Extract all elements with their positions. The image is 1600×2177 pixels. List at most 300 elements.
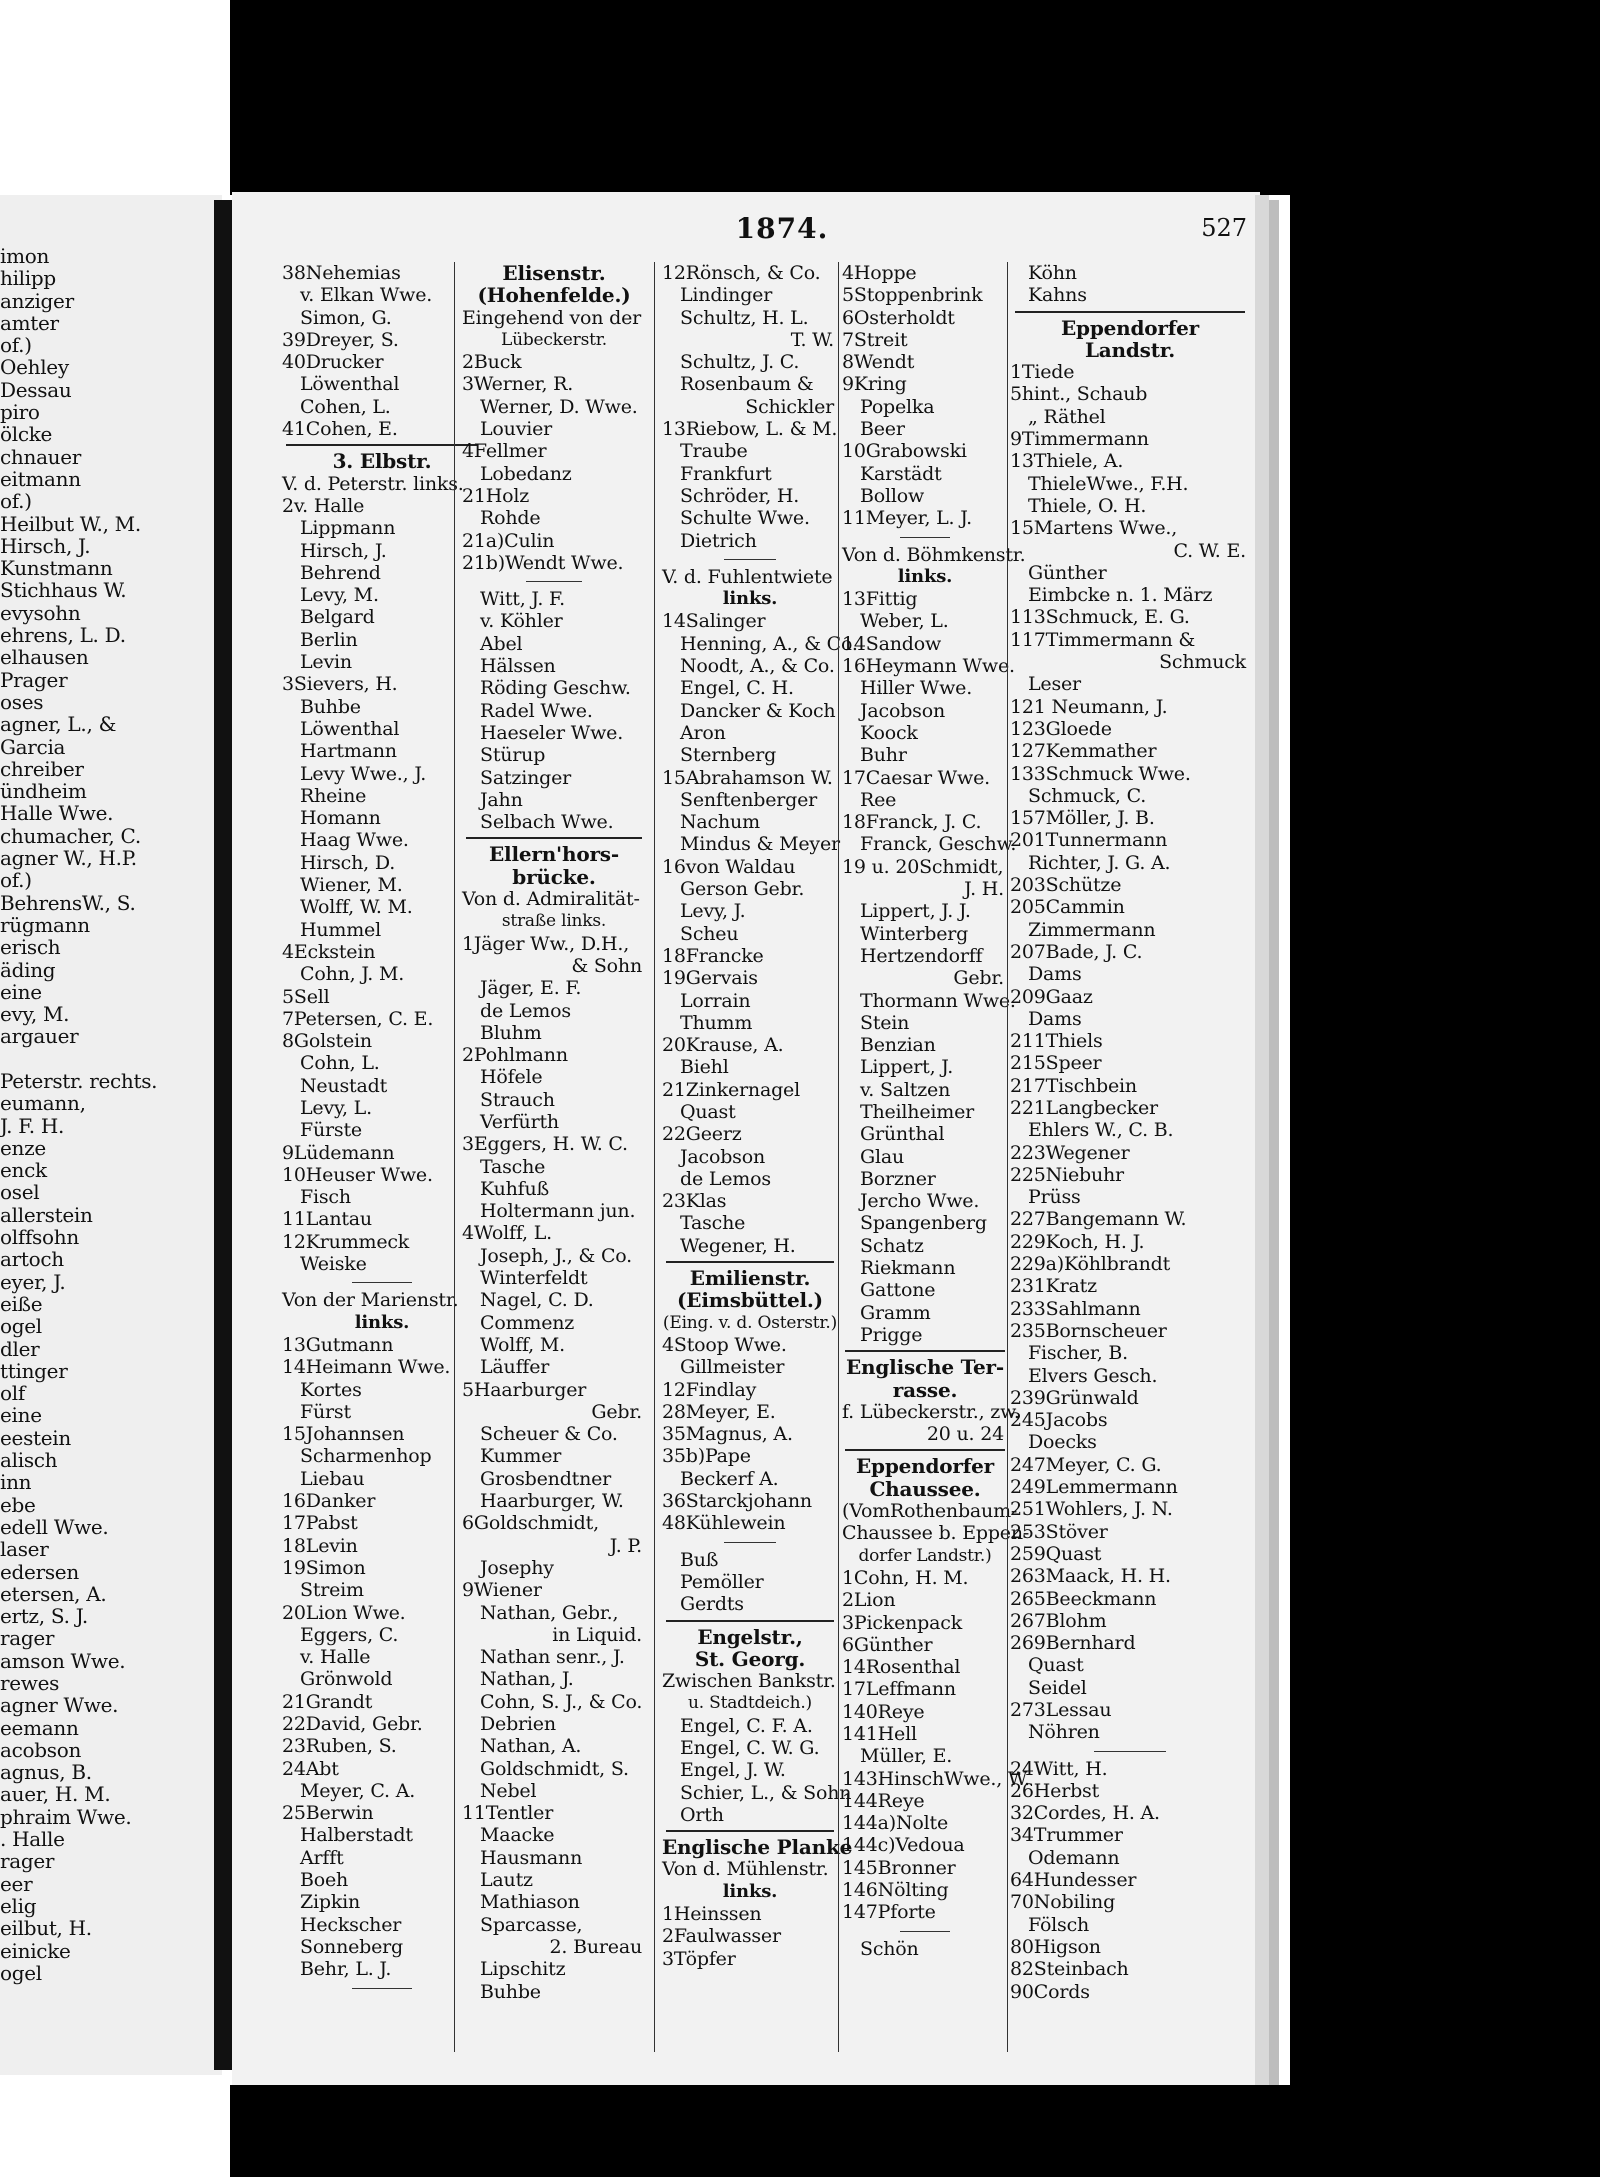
directory-entry: 231Kratz — [1010, 1275, 1097, 1298]
directory-entry: 13Thiele, A. — [1010, 450, 1124, 473]
directory-entry: Jacobson — [680, 1145, 766, 1168]
directory-entry: 247Meyer, C. G. — [1010, 1453, 1162, 1476]
street-heading: links. — [722, 588, 778, 610]
directory-entry: Bluhm — [480, 1021, 542, 1044]
directory-entry: 133Schmuck Wwe. — [1010, 762, 1191, 785]
directory-entry: 18Franck, J. C. — [842, 811, 982, 834]
directory-entry: Benzian — [860, 1034, 936, 1057]
directory-entry: 117Timmermann & — [1010, 628, 1196, 651]
directory-entry: 34Trummer — [1010, 1824, 1123, 1847]
directory-entry: 4Stoop Wwe. — [662, 1333, 787, 1356]
left-page-line: dler — [0, 1336, 40, 1361]
left-page-line: ertz, S. J. — [0, 1604, 88, 1629]
street-heading: links. — [897, 565, 953, 587]
directory-entry: 205Cammin — [1010, 896, 1125, 919]
column-divider — [838, 262, 839, 2052]
left-page-line: amter — [0, 310, 59, 335]
left-page-line: agner Wwe. — [0, 1693, 119, 1718]
directory-entry: 13Riebow, L. & M. — [662, 418, 838, 441]
section-divider — [662, 1616, 838, 1626]
directory-entry: Noodt, A., & Co. — [680, 655, 835, 678]
directory-entry: Zwischen Bankstr. — [662, 1670, 836, 1693]
directory-entry: Winterberg — [860, 922, 969, 945]
directory-entry: & Sohn — [571, 954, 642, 977]
directory-entry: Commenz — [480, 1311, 575, 1334]
directory-entry: Zipkin — [300, 1891, 361, 1914]
directory-entry: Tasche — [680, 1212, 746, 1235]
directory-entry: 201Tunnermann — [1010, 829, 1168, 852]
directory-entry: 9Kring — [842, 373, 907, 396]
left-page-line: agner, L., & — [0, 712, 117, 737]
left-page-line: rager — [0, 1849, 55, 1874]
directory-entry: Schultz, J. C. — [680, 351, 800, 374]
directory-entry: Prüss — [1028, 1186, 1081, 1209]
directory-entry: 17Pabst — [282, 1512, 358, 1535]
directory-entry: Wegener, H. — [680, 1234, 796, 1257]
directory-entry: 157Möller, J. B. — [1010, 807, 1155, 830]
left-page-line: erisch — [0, 935, 61, 960]
left-page-line: Kunstmann — [0, 556, 113, 581]
directory-entry: Dams — [1028, 963, 1082, 986]
page-number: 527 — [1201, 214, 1247, 242]
directory-entry: 5hint., Schaub — [1010, 383, 1148, 406]
directory-entry: 24Witt, H. — [1010, 1757, 1108, 1780]
directory-entry: Zimmermann — [1028, 918, 1156, 941]
directory-entry: Selbach Wwe. — [480, 811, 614, 834]
left-page-line: eilbut, H. — [0, 1916, 92, 1941]
directory-entry: Hartmann — [300, 740, 397, 763]
directory-entry: Josephy — [480, 1556, 554, 1579]
street-heading: Englische Ter- — [846, 1355, 1004, 1380]
directory-entry: Streim — [300, 1579, 364, 1602]
directory-entry: 3Sievers, H. — [282, 673, 398, 696]
directory-entry: 35b)Pape — [662, 1445, 751, 1468]
directory-entry: Fölsch — [1028, 1913, 1090, 1936]
directory-entry: Leser — [1028, 673, 1081, 696]
directory-entry: 146Nölting — [842, 1879, 949, 1902]
directory-entry: Wolff, W. M. — [300, 896, 413, 919]
directory-entry: u. Stadtdeich.) — [688, 1693, 812, 1714]
directory-entry: Jercho Wwe. — [860, 1190, 980, 1213]
left-page-line: rügmann — [0, 912, 90, 937]
left-page-line: eine — [0, 979, 42, 1004]
left-page-line: J. F. H. — [0, 1113, 65, 1138]
left-page-line: Garcia — [0, 734, 66, 759]
directory-entry: 4Fellmer — [462, 440, 547, 463]
left-page-line: Hirsch, J. — [0, 533, 91, 558]
left-page-line: Heilbut W., M. — [0, 511, 141, 536]
directory-entry: Liebau — [300, 1467, 365, 1490]
directory-entry: 4Eckstein — [282, 940, 376, 963]
directory-entry: Beer — [860, 418, 905, 441]
directory-entry: 3Eggers, H. W. C. — [462, 1133, 628, 1156]
directory-entry: 233Sahlmann — [1010, 1297, 1141, 1320]
directory-entry: Thumm — [680, 1011, 753, 1034]
directory-entry: Lindinger — [680, 284, 773, 307]
directory-entry: 2. Bureau — [549, 1935, 642, 1958]
directory-entry: 9Wiener — [462, 1579, 542, 1602]
directory-entry: Hälssen — [480, 655, 556, 678]
directory-entry: 28Meyer, E. — [662, 1400, 776, 1423]
directory-entry: Sonneberg — [300, 1935, 404, 1958]
directory-entry: 4Wolff, L. — [462, 1222, 552, 1245]
directory-entry: 267Blohm — [1010, 1609, 1107, 1632]
left-page-line: acobson — [0, 1737, 82, 1762]
directory-entry: 25Berwin — [282, 1802, 374, 1825]
directory-entry: 40Drucker — [282, 351, 384, 374]
directory-entry: T. W. — [790, 328, 834, 351]
directory-entry: 18Francke — [662, 944, 764, 967]
directory-entry: Scheu — [680, 922, 739, 945]
directory-entry: 15Abrahamson W. — [662, 766, 833, 789]
directory-entry: Grünthal — [860, 1123, 945, 1146]
left-page-line: edersen — [0, 1559, 79, 1584]
directory-entry: Schatz — [860, 1234, 924, 1257]
directory-entry: Heckscher — [300, 1913, 402, 1936]
directory-entry: Grönwold — [300, 1668, 393, 1691]
directory-entry: 19Simon — [282, 1556, 366, 1579]
column-divider — [454, 262, 455, 2052]
left-page-line: ogel — [0, 1960, 42, 1985]
directory-entry: 203Schütze — [1010, 874, 1122, 897]
directory-entry: 2Lion — [842, 1589, 896, 1612]
section-divider — [1010, 307, 1250, 317]
directory-entry: Gebr. — [953, 967, 1004, 990]
directory-entry: Elvers Gesch. — [1028, 1364, 1158, 1387]
section-divider — [662, 1257, 838, 1267]
directory-page — [232, 192, 1260, 2085]
directory-entry: Neustadt — [300, 1074, 388, 1097]
directory-entry: 14Sandow — [842, 632, 942, 655]
directory-entry: 6Osterholdt — [842, 306, 955, 329]
directory-entry: Nagel, C. D. — [480, 1289, 594, 1312]
street-heading: Landstr. — [1084, 337, 1176, 362]
directory-entry: Rosenbaum & — [680, 373, 814, 396]
directory-entry: Von der Marienstr. — [282, 1289, 459, 1312]
directory-entry: 23Ruben, S. — [282, 1735, 397, 1758]
left-page-line: ehrens, L. D. — [0, 623, 126, 648]
directory-entry: Tasche — [480, 1155, 546, 1178]
section-divider — [282, 1981, 482, 1995]
directory-entry: Gattone — [860, 1279, 936, 1302]
directory-entry: 7Streit — [842, 328, 908, 351]
column-2 — [462, 262, 646, 2003]
directory-entry: Lorrain — [680, 989, 751, 1012]
directory-entry: 11Meyer, L. J. — [842, 507, 973, 530]
directory-entry: (VomRothenbaum- — [842, 1500, 1018, 1523]
directory-entry: Satzinger — [480, 766, 571, 789]
directory-entry: 221Langbecker — [1010, 1096, 1158, 1119]
directory-entry: 16von Waldau — [662, 855, 796, 878]
street-heading: (Hohenfelde.) — [477, 283, 631, 308]
directory-entry: Lippert, J. — [860, 1056, 954, 1079]
directory-entry: Traube — [680, 440, 748, 463]
directory-entry: 5Sell — [282, 985, 330, 1008]
directory-entry: 1Tiede — [1010, 361, 1075, 384]
left-page-line: rager — [0, 1626, 55, 1651]
directory-entry: 273Lessau — [1010, 1699, 1112, 1721]
directory-entry: V. d. Peterstr. links. — [282, 472, 464, 495]
column-divider — [654, 262, 655, 2052]
left-page-line: elhausen — [0, 645, 89, 670]
street-heading: (Eimsbüttel.) — [677, 1288, 823, 1313]
directory-entry: Homann — [300, 807, 381, 830]
directory-entry: dorfer Landstr.) — [858, 1545, 992, 1566]
directory-entry: 90Cords — [1010, 1980, 1090, 2003]
section-divider — [282, 440, 482, 450]
directory-entry: Engel, C. H. — [680, 677, 794, 700]
directory-entry: de Lemos — [680, 1167, 771, 1190]
left-page-line: olf — [0, 1381, 25, 1406]
directory-entry: 259Quast — [1010, 1542, 1102, 1565]
left-page-line: oses — [0, 689, 44, 714]
directory-entry: Weiske — [300, 1253, 367, 1276]
directory-entry: Levy Wwe., J. — [300, 762, 427, 785]
section-divider — [282, 1275, 482, 1289]
left-page-line: eyer, J. — [0, 1269, 66, 1294]
left-page-line: etersen, A. — [0, 1581, 107, 1606]
directory-entry: Stürup — [480, 744, 546, 767]
left-page-line: evy, M. — [0, 1002, 70, 1027]
left-page-line: eestein — [0, 1425, 71, 1450]
directory-entry: Haarburger, W. — [480, 1490, 624, 1513]
directory-entry: Engel, C. F. A. — [680, 1714, 813, 1737]
directory-entry: 6Goldschmidt, — [462, 1512, 599, 1535]
directory-entry: Aron — [680, 721, 726, 744]
directory-entry: 144Reye — [842, 1789, 925, 1812]
directory-entry: Winterfeldt — [480, 1267, 588, 1290]
directory-entry: Strauch — [480, 1088, 555, 1111]
directory-entry: Schultz, H. L. — [680, 306, 809, 329]
directory-entry: Lautz — [480, 1869, 533, 1892]
left-page-line: Prager — [0, 667, 68, 692]
left-page-line: chreiber — [0, 756, 84, 781]
directory-entry: 82Steinbach — [1010, 1958, 1129, 1981]
directory-entry: 143HinschWwe., W. — [842, 1767, 1030, 1790]
directory-entry: 265Beeckmann — [1010, 1587, 1157, 1610]
left-page-line: Peterstr. rechts. — [0, 1068, 158, 1093]
directory-entry: Sternberg — [680, 744, 777, 767]
street-heading: Eppendorfer — [1060, 315, 1199, 340]
directory-entry: Schön — [860, 1937, 919, 1960]
left-page-line: phraim Wwe. — [0, 1804, 132, 1829]
directory-entry: Eimbcke n. 1. März — [1028, 584, 1213, 607]
directory-entry: Hummel — [300, 918, 381, 941]
left-page-line: of.) — [0, 333, 32, 358]
street-heading: Emilienstr. — [689, 1266, 811, 1291]
left-page-line: Oehley — [0, 355, 69, 380]
directory-entry: Sparcasse, — [480, 1913, 583, 1936]
directory-entry: Mindus & Meyer — [680, 833, 840, 856]
directory-entry: Riekmann — [860, 1257, 956, 1280]
left-page-line: elig — [0, 1893, 37, 1918]
directory-entry: 24Abt — [282, 1757, 339, 1780]
directory-entry: Rheine — [300, 784, 367, 807]
directory-entry: Lipschitz — [480, 1958, 566, 1981]
directory-entry: 215Speer — [1010, 1052, 1102, 1075]
left-page-line: eumann, — [0, 1091, 86, 1116]
directory-entry: 227Bangemann W. — [1010, 1208, 1187, 1231]
directory-entry: Franck, Geschw. — [860, 833, 1017, 856]
directory-entry: Verfürth — [480, 1110, 559, 1133]
directory-entry: 20Krause, A. — [662, 1034, 784, 1057]
directory-entry: Haag Wwe. — [300, 829, 409, 852]
directory-entry: Glau — [860, 1145, 905, 1168]
directory-entry: 12Findlay — [662, 1378, 757, 1401]
left-page-line: chumacher, C. — [0, 823, 141, 848]
directory-entry: Lobedanz — [480, 462, 572, 485]
left-page-line: evysohn — [0, 600, 81, 625]
directory-entry: Scheuer & Co. — [480, 1423, 618, 1446]
street-heading: Chaussee. — [869, 1476, 981, 1501]
directory-entry: Wiener, M. — [300, 874, 403, 897]
page-year-header: 1874. — [735, 212, 829, 245]
directory-entry: Jäger, E. F. — [480, 977, 582, 1000]
directory-entry: 145Bronner — [842, 1856, 956, 1879]
directory-entry: Fürst — [300, 1400, 351, 1423]
directory-entry: 18Levin — [282, 1534, 358, 1557]
directory-entry: 12Rönsch, & Co. — [662, 262, 821, 284]
directory-entry: Behrend — [300, 561, 381, 584]
directory-entry: 20 u. 24 — [926, 1423, 1004, 1446]
directory-entry: Beckerf A. — [680, 1467, 779, 1490]
directory-entry: Schier, L., & Sohn — [680, 1781, 852, 1804]
directory-entry: Ehlers W., C. B. — [1028, 1119, 1174, 1142]
directory-entry: 225Niebuhr — [1010, 1163, 1124, 1186]
left-page-line: eiße — [0, 1291, 43, 1316]
directory-entry: 1Jäger Ww., D.H., — [462, 932, 630, 955]
directory-entry: 140Reye — [842, 1700, 925, 1723]
directory-entry: Hausmann — [480, 1846, 583, 1869]
directory-entry: Senftenberger — [680, 788, 818, 811]
directory-entry: Chaussee b. Eppen- — [842, 1522, 1030, 1545]
directory-entry: 64Hundesser — [1010, 1869, 1137, 1892]
street-heading: Ellern'hors- — [489, 842, 619, 867]
directory-entry: Levin — [300, 651, 352, 674]
directory-entry: Günther — [1028, 561, 1107, 584]
directory-entry: Debrien — [480, 1713, 556, 1735]
directory-entry: „ Räthel — [1028, 405, 1106, 428]
street-heading: brücke. — [512, 864, 596, 889]
directory-entry: 3Töpfer — [662, 1947, 736, 1970]
directory-entry: Buß — [680, 1548, 719, 1571]
directory-entry: Löwenthal — [300, 373, 400, 396]
directory-entry: Borzner — [860, 1167, 936, 1190]
directory-entry: Schulte Wwe. — [680, 507, 810, 530]
directory-entry: Popelka — [860, 395, 935, 418]
directory-entry: 245Jacobs — [1010, 1409, 1108, 1432]
directory-entry: 147Pforte — [842, 1901, 936, 1924]
directory-entry: 263Maack, H. H. — [1010, 1565, 1171, 1588]
directory-entry: Cohn, S. J., & Co. — [480, 1690, 643, 1713]
directory-entry: 12Krummeck — [282, 1230, 410, 1253]
directory-entry: Schröder, H. — [680, 484, 800, 507]
directory-entry: J. P. — [609, 1534, 642, 1557]
directory-entry: 11Tentler — [462, 1802, 554, 1825]
left-page-line: eine — [0, 1403, 42, 1428]
directory-entry: Gerdts — [680, 1593, 744, 1616]
directory-entry: 239Grünwald — [1010, 1386, 1139, 1409]
directory-entry: 16Danker — [282, 1490, 376, 1513]
directory-entry: Kahns — [1028, 284, 1087, 307]
directory-entry: Mathiason — [480, 1891, 580, 1914]
directory-entry: Boeh — [300, 1869, 349, 1892]
directory-entry: Von d. Admiralität- — [462, 888, 640, 911]
directory-entry: 269Bernhard — [1010, 1632, 1136, 1655]
left-page-line: . Halle — [0, 1827, 65, 1852]
directory-entry: 141Hell — [842, 1723, 917, 1745]
directory-entry: Behr, L. J. — [300, 1958, 392, 1981]
directory-entry: Engel, J. W. — [680, 1759, 786, 1782]
directory-entry: Koock — [860, 721, 918, 744]
directory-entry: Thiele, O. H. — [1028, 494, 1147, 517]
column-4 — [842, 262, 1030, 1960]
street-heading: links. — [722, 1880, 778, 1902]
directory-entry: 223Wegener — [1010, 1141, 1130, 1164]
directory-entry: Maacke — [480, 1824, 555, 1847]
directory-entry: Richter, J. G. A. — [1028, 851, 1171, 874]
directory-entry: 113Schmuck, E. G. — [1010, 606, 1190, 629]
directory-entry: 211Thiels — [1010, 1030, 1103, 1053]
directory-entry: Quast — [680, 1100, 736, 1123]
directory-entry: Buhr — [860, 744, 907, 767]
directory-entry: 229a)Köhlbrandt — [1010, 1253, 1171, 1276]
directory-entry: 5Stoppenbrink — [842, 284, 983, 307]
directory-entry: Bollow — [860, 484, 925, 507]
directory-entry: Abel — [480, 632, 523, 655]
left-page-line: einicke — [0, 1938, 71, 1963]
left-page-line: ttinger — [0, 1358, 68, 1383]
directory-entry: 3Werner, R. — [462, 373, 574, 396]
directory-entry: Levy, J. — [680, 900, 746, 923]
directory-entry: Weber, L. — [860, 610, 949, 633]
directory-entry: Kummer — [480, 1445, 562, 1468]
street-heading: St. Georg. — [694, 1646, 806, 1671]
directory-entry: 11Lantau — [282, 1208, 372, 1231]
directory-entry: Nathan, J. — [480, 1668, 574, 1691]
directory-entry: Nachum — [680, 811, 760, 834]
directory-entry: Höfele — [480, 1066, 543, 1089]
left-page-line: ölcke — [0, 422, 53, 447]
directory-entry: 251Wohlers, J. N. — [1010, 1498, 1173, 1521]
left-page-line: chnauer — [0, 444, 82, 469]
directory-entry: 5Haarburger — [462, 1378, 587, 1401]
directory-entry: Schickler — [745, 395, 834, 418]
directory-entry: 22Geerz — [662, 1123, 742, 1146]
section-divider — [462, 574, 646, 588]
directory-entry: Schmuck — [1159, 651, 1246, 674]
directory-entry: Orth — [680, 1803, 724, 1826]
directory-entry: 144c)Vedoua — [842, 1834, 965, 1857]
directory-entry: Arfft — [300, 1846, 344, 1869]
left-page-line: BehrensW., S. — [0, 890, 136, 915]
left-page-line: auer, H. M. — [0, 1782, 111, 1807]
directory-entry: 13Fittig — [842, 588, 918, 611]
directory-entry: Röding Geschw. — [480, 677, 631, 700]
directory-entry: Hiller Wwe. — [860, 677, 973, 700]
directory-entry: 21b)Wendt Wwe. — [462, 551, 624, 574]
directory-entry: Wolff, M. — [480, 1333, 565, 1356]
directory-entry: 39Dreyer, S. — [282, 328, 399, 351]
directory-entry: Von d. Mühlenstr. — [662, 1858, 829, 1881]
directory-entry: 19Gervais — [662, 967, 758, 990]
directory-entry: Meyer, C. A. — [300, 1779, 416, 1802]
left-page-line: rewes — [0, 1671, 60, 1695]
scan-top-border — [230, 0, 1290, 195]
directory-entry: 21Holz — [462, 484, 530, 507]
left-page-line: osel — [0, 1180, 40, 1205]
directory-entry: Grosbendtner — [480, 1467, 612, 1490]
